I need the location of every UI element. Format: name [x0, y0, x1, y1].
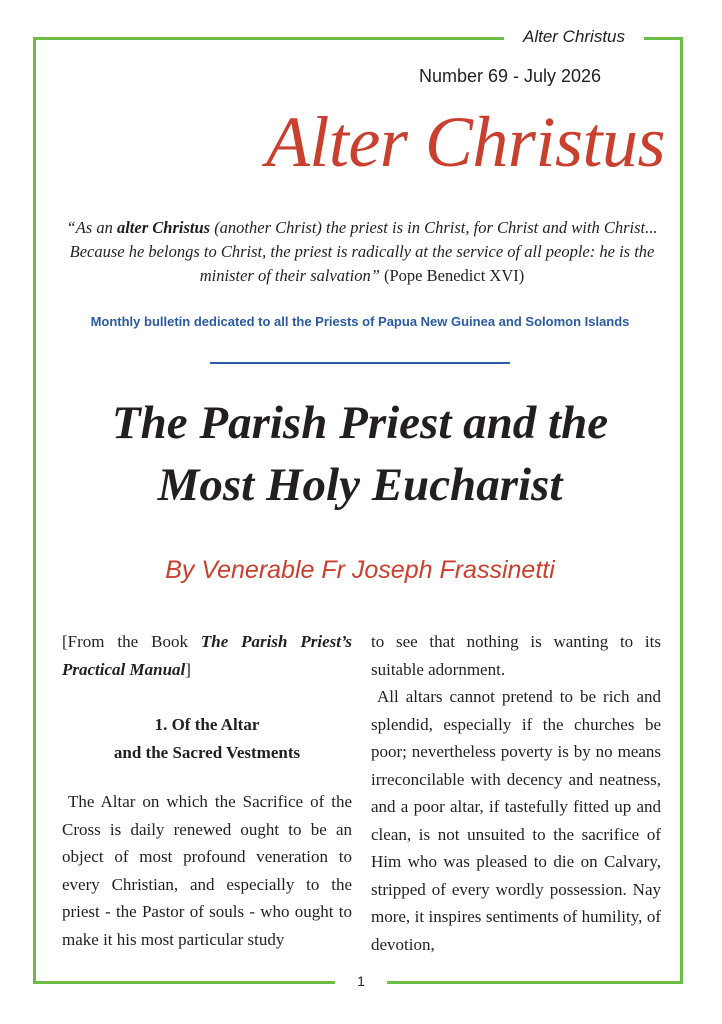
quote-attribution: (Pope Benedict XVI)	[379, 266, 525, 285]
quote-body: (another Christ) the priest is in Christ, for Christ and with Christ... Because he belongs to Christ, the priest is radically at the service of all people: he is the minister of their salvation”	[69, 218, 658, 285]
article-title-line2: Most Holy Eucharist	[157, 459, 563, 511]
quote-open: “As an	[66, 218, 117, 237]
section-heading	[62, 711, 352, 766]
source-prefix: [From the Book	[62, 632, 201, 651]
article-title-line1: The Parish Priest and the	[111, 397, 609, 449]
section-heading-line1: 1. Of the Altar	[154, 715, 260, 734]
masthead-title: Alter Christus	[265, 102, 665, 182]
section-heading-line2: and the Sacred Vestments	[113, 742, 301, 762]
paragraph-1: The Altar on which the Sacrifice of the Cross is daily renewed ought to be an object of most profound veneration to every Christian, and especially to the priest - the Pastor of souls - who ought to make it his most particular study	[62, 792, 352, 949]
paragraph-1-continued: to see that nothing is wanting to its suitable adornment.	[371, 632, 661, 679]
source-book-title: The Parish Priest’s Practical Manual	[62, 632, 352, 679]
article-column-right	[371, 628, 661, 958]
issue-number: Number 69 - July 2026	[418, 66, 602, 86]
epigraph-quote	[60, 216, 664, 288]
article-title	[50, 392, 670, 516]
article-column-left	[62, 628, 352, 953]
page-number: 1	[335, 973, 387, 989]
source-note	[62, 628, 352, 683]
article-byline: By Venerable Fr Joseph Frassinetti	[165, 556, 555, 584]
quote-bold: alter Christus	[116, 218, 211, 237]
running-header: Alter Christus	[504, 27, 644, 47]
divider-line	[210, 362, 510, 364]
paragraph-2: All altars cannot pretend to be rich and splendid, especially if the churches be poor; nevertheless poverty is by no means irreconcilable with decency and neatness, and a poor altar, if tastefully fitted up and clean, is not unsuited to the sacrifice of Him who was pleased to die on Calvary, stripped of every wordly possession. Nay more, it inspires sentiments of humility, of devotion,	[371, 687, 661, 954]
source-suffix: ]	[185, 659, 191, 679]
bulletin-subtitle: Monthly bulletin dedicated to all the Priests of Papua New Guinea and Solomon Islands	[90, 314, 630, 329]
